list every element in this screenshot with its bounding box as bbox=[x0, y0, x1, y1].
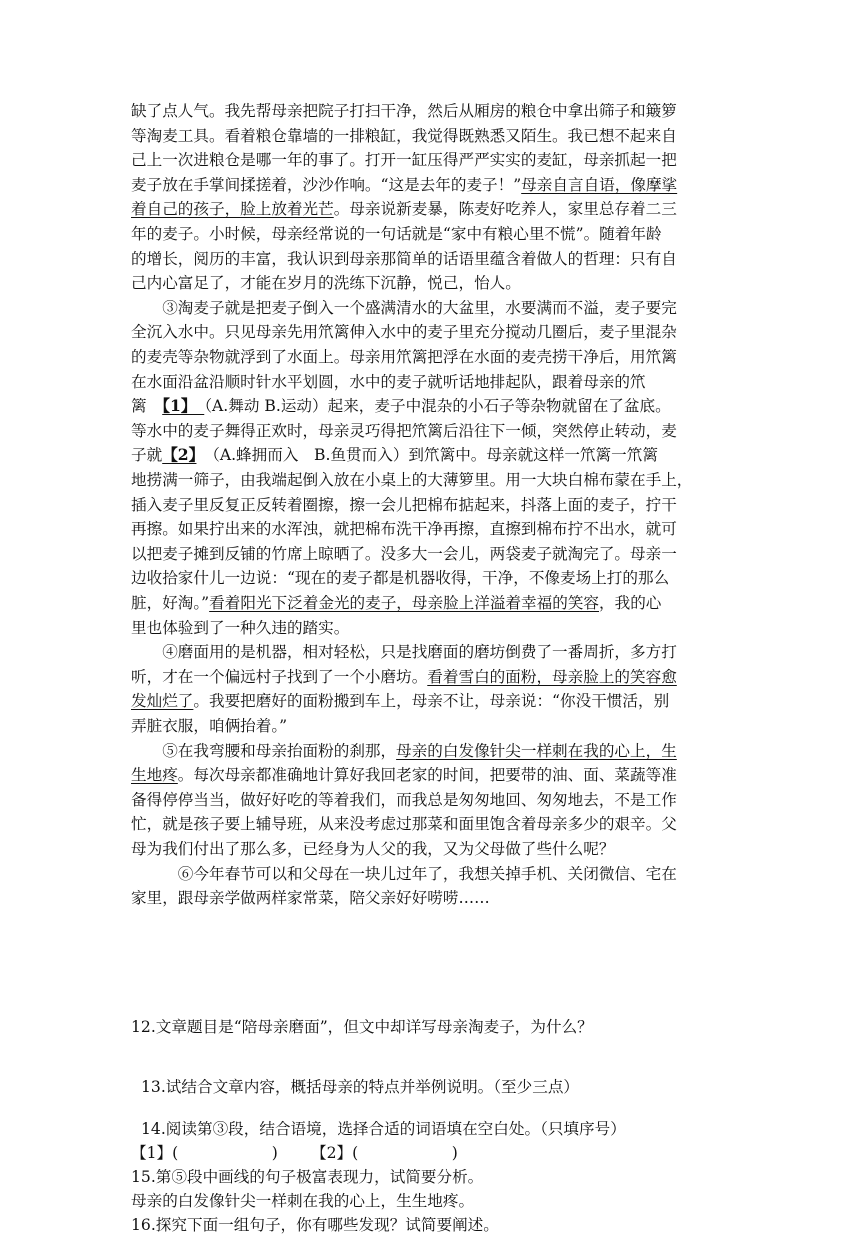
underlined-sentence: 看着雪白的面粉，母亲脸上的笑容愈 bbox=[427, 667, 677, 686]
article-line bbox=[131, 296, 731, 320]
article-line bbox=[131, 197, 731, 221]
text-run: ⑥今年春节可以和父母在一块儿过年了，我想关掉手机、关闭微信、宅在 bbox=[131, 864, 677, 883]
article-line bbox=[131, 763, 731, 787]
text-run: 。每次母亲都准确地计算好我回老家的时间，把要带的油、面、菜蔬等准 bbox=[177, 766, 677, 785]
text-run: 以把麦子摊到反铺的竹席上晾晒了。没多大一会儿，两袋麦子就淘完了。母亲一 bbox=[131, 544, 677, 563]
text-run: 年的麦子。小时候，母亲经常说的一句话就是“家中有粮心里不慌”。随着年龄 bbox=[131, 225, 662, 243]
article-line bbox=[131, 493, 731, 517]
text-run: 子就 bbox=[131, 446, 163, 465]
text-run: 。我要把磨好的面粉搬到车上，母亲不让，母亲说：“你没干惯活，别 bbox=[193, 692, 670, 711]
text-run: 母为我们付出了那么多，已经身为人父的我，又为父母做了些什么呢？ bbox=[131, 840, 615, 858]
article-line bbox=[131, 591, 731, 615]
question-14-blank-1[interactable]: 【1】( ) bbox=[131, 1144, 278, 1162]
article-line bbox=[131, 247, 731, 271]
underlined-sentence: 母亲的白发像针尖一样刺在我的心上，生 bbox=[396, 741, 677, 760]
question-14-blank-2[interactable]: 【2】( ) bbox=[311, 1144, 458, 1162]
article-line bbox=[131, 443, 731, 467]
article-line bbox=[131, 419, 731, 443]
article-line bbox=[131, 837, 731, 861]
article-line bbox=[131, 542, 731, 566]
underlined-sentence: 着自己的孩子，脸上放着光芒 bbox=[131, 200, 334, 219]
article-line bbox=[131, 271, 731, 295]
text-run: ，我的心 bbox=[599, 594, 662, 612]
text-run: 边收拾家什儿一边说：“现在的麦子都是机器收得，干净，不像麦场上打的那么 bbox=[131, 569, 670, 588]
article-line bbox=[131, 468, 731, 492]
text-run: 。母亲说新麦暴，陈麦好吃养人，家里总存着二三 bbox=[333, 200, 677, 219]
text-run: 缺了点人气。我先帮母亲把院子打扫干净，然后从厢房的粮仓中拿出筛子和簸箩 bbox=[131, 102, 677, 120]
text-run: ④磨面用的是机器，相对轻松，只是找磨面的磨坊倒费了一番周折，多方打 bbox=[131, 643, 677, 662]
article-line bbox=[131, 886, 731, 910]
underlined-sentence: 母亲自言自语，像摩挲 bbox=[521, 175, 678, 194]
text-run: 家里，跟母亲学做两样家常菜，陪父亲好好唠唠…… bbox=[131, 889, 490, 908]
underlined-sentence: 【1】 bbox=[162, 396, 205, 416]
text-run: ③淘麦子就是把麦子倒入一个盛满清水的大盆里，水要满而不溢，麦子要完 bbox=[131, 298, 677, 317]
text-run: 听，才在一个偏远村子找到了一个小磨坊。 bbox=[131, 667, 428, 686]
article-line bbox=[131, 714, 731, 738]
article-line bbox=[131, 788, 731, 812]
article-line bbox=[131, 616, 731, 640]
question-14: 14.阅读第③段，结合语境，选择合适的词语填在空白处。（只填序号） bbox=[141, 1120, 626, 1138]
article-line bbox=[131, 640, 731, 664]
article-line bbox=[131, 222, 731, 246]
text-run: （A.蜂拥而入 B.鱼贯而入）到笊篱中。母亲就这样一笊篱一笊篱 bbox=[196, 446, 658, 465]
text-run: 里也体验到了一种久违的踏实。 bbox=[131, 618, 350, 637]
question-13: 13.试结合文章内容，概括母亲的特点并举例说明。（至少三点） bbox=[141, 1078, 580, 1096]
article-line bbox=[131, 320, 731, 344]
text-run: 等淘麦工具。看着粮仓靠墙的一排粮缸，我觉得既熟悉又陌生。我已想不起来自 bbox=[131, 126, 677, 145]
text-run: 篱 bbox=[131, 397, 163, 416]
article-line bbox=[131, 665, 731, 689]
article-line bbox=[131, 812, 731, 836]
text-run: 备得停停当当，做好好吃的等着我们，而我总是匆匆地回、匆匆地去，不是工作 bbox=[131, 790, 677, 809]
text-run: 的麦壳等杂物就浮到了水面上。母亲用笊篱把浮在水面的麦壳捞干净后，用笊篱 bbox=[131, 348, 677, 366]
underlined-sentence: 生地疼 bbox=[131, 766, 178, 785]
text-run: 脏，好淘。” bbox=[131, 594, 210, 612]
article-line bbox=[131, 99, 731, 123]
text-run: 全沉入水中。只见母亲先用笊篱伸入水中的麦子里充分搅动几圈后，麦子里混杂 bbox=[131, 323, 677, 342]
text-run: 等水中的麦子舞得正欢时，母亲灵巧得把笊篱后沿往下一倾，突然停止转动，麦 bbox=[131, 421, 677, 440]
underlined-sentence: 发灿烂了 bbox=[131, 692, 194, 711]
text-run: ⑤在我弯腰和母亲抬面粉的刹那， bbox=[131, 741, 397, 760]
text-run: 忙，就是孩子要上辅导班，从来没考虑过那菜和面里饱含着母亲多少的艰辛。父 bbox=[131, 815, 677, 834]
article-line bbox=[131, 566, 731, 590]
article-line bbox=[131, 148, 731, 172]
question-12: 12.文章题目是“陪母亲磨面”，但文中却详写母亲淘麦子，为什么？ bbox=[131, 1018, 593, 1036]
article-line bbox=[131, 345, 731, 369]
text-run: 插入麦子里反复正反转着圈擦，擦一会儿把棉布掂起来，抖落上面的麦子，拧干 bbox=[131, 495, 677, 514]
underlined-sentence: 【2】 bbox=[162, 445, 197, 465]
text-run: 地捞满一筛子，由我端起倒入放在小桌上的大薄箩里。用一大块白棉布蒙在手上， bbox=[131, 471, 693, 489]
text-run: 在水面沿盆沿顺时针水平划圆，水中的麦子就听话地排起队，跟着母亲的笊 bbox=[131, 372, 646, 391]
article-line bbox=[131, 394, 731, 418]
underlined-sentence: 看着阳光下泛着金光的麦子，母亲脸上洋溢着幸福的笑容 bbox=[209, 594, 600, 612]
text-run: 再擦。如果拧出来的水浑浊，就把棉布洗干净再擦，直擦到棉布拧不出水，就可 bbox=[131, 520, 677, 539]
article-line bbox=[131, 689, 731, 713]
text-run: （A.舞动 B.运动）起来，麦子中混杂的小石子等杂物就留在了盆底。 bbox=[204, 397, 671, 416]
question-15-sentence: 母亲的白发像针尖一样刺在我的心上，生生地疼。 bbox=[131, 1192, 475, 1210]
article-line bbox=[131, 739, 731, 763]
article-line bbox=[131, 124, 731, 148]
article-line bbox=[131, 370, 731, 394]
question-16: 16.探究下面一组句子，你有哪些发现？试简要阐述。 bbox=[131, 1216, 499, 1234]
text-run: 弄脏衣服，咱俩抬着。” bbox=[131, 717, 288, 735]
text-run: 麦子放在手掌间揉搓着，沙沙作响。“这是去年的麦子！” bbox=[131, 175, 522, 194]
text-run: 己上一次进粮仓是哪一年的事了。打开一缸压得严严实实的麦缸，母亲抓起一把 bbox=[131, 151, 677, 170]
article-line bbox=[131, 517, 731, 541]
article-line bbox=[131, 173, 731, 197]
text-run: 己内心富足了，才能在岁月的洗练下沉静，悦己，怡人。 bbox=[131, 274, 521, 293]
text-run: 的增长，阅历的丰富，我认识到母亲那简单的话语里蕴含着做人的哲理：只有自 bbox=[131, 249, 677, 268]
article-line bbox=[131, 862, 731, 886]
question-15: 15.第⑤段中画线的句子极富表现力，试简要分析。 bbox=[131, 1168, 484, 1186]
